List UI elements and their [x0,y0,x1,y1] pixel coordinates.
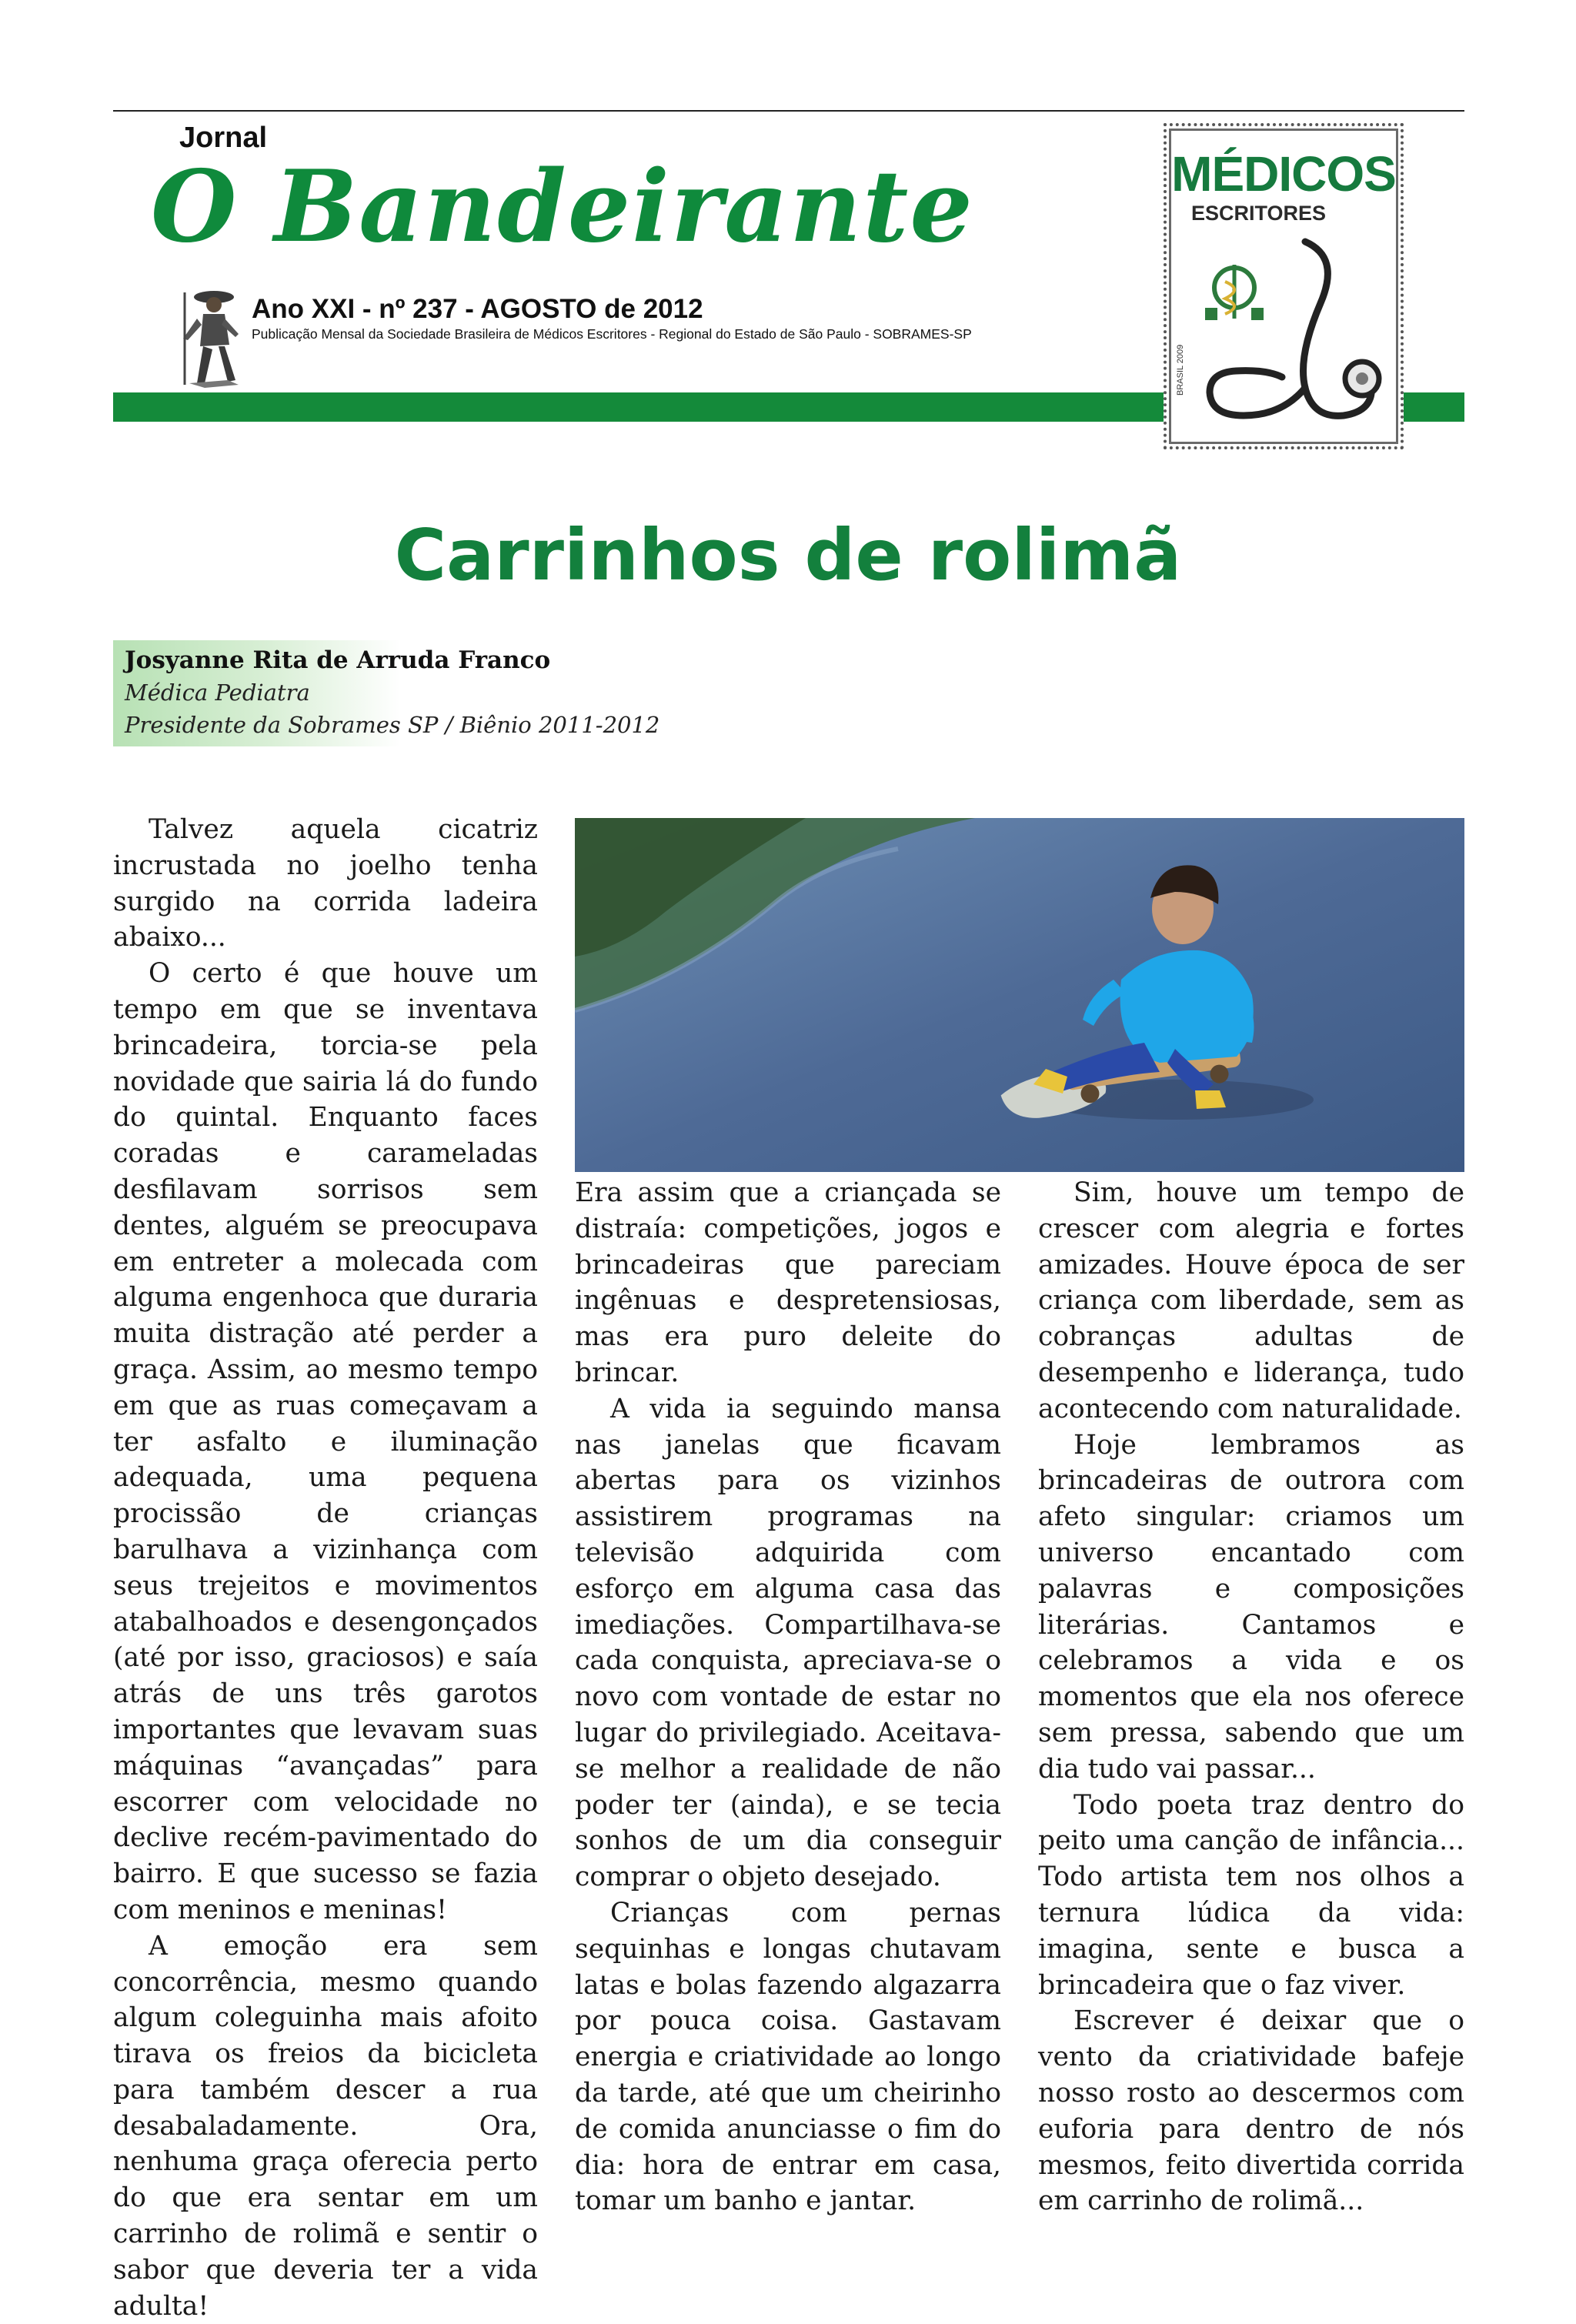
paragraph: Hoje lembramos as brincadeiras de outrora com afeto singular: criamos um universo encantado com palavras e composições literárias. Cantamos e celebramos a vida e os momentos que ela nos oferece sem pressa, sabendo que um dia tudo vai passar... [1038,1429,1464,1785]
masthead-title: O Bandeirante [151,149,974,265]
paragraph: Era assim que a criançada se distraía: competições, jogos e brincadeiras que pareciam ingênuas e despretensiosas, mas era puro deleite do brincar. [575,1177,1001,1388]
author-name: Josyanne Rita de Arruda Franco [125,646,551,674]
stamp-subtitle: ESCRITORES [1191,202,1327,225]
masthead-kicker: Jornal [179,122,268,154]
paragraph: A vida ia seguindo mansa nas janelas que ficavam abertas para os vizinhos assistirem programas na televisão adquirida com esforço em alguma casa das imediações. Compartilhava-se cada conquista, apreciava-se o novo com vontade de estar no lugar do privilegiado. Aceitava-se melhor a realidade de não poder ter (ainda), e se tecia sonhos de um dia conseguir comprar o objeto desejado. [575,1393,1001,1893]
bandeirante-figure-icon [174,285,245,391]
stamp-title: MÉDICOS [1171,146,1396,202]
paragraph: O certo é que houve um tempo em que se inventava brincadeira, torcia-se pela novidade que sairia lá do fundo do quintal. Enquanto faces coradas e carameladas desfilavam sorrisos sem dentes, alguém se preocupava em entreter a molecada com alguma engenhoca que duraria muita distração até perder a graça. Assim, ao mesmo tempo em que as ruas começavam a ter asfalto e iluminação adequada, uma pequena procissão de crianças barulhava a vizinhança com seus trejeitos e movimentos atabalhoados e desengonçados (até por isso, graciosos) e saía atrás de uns três garotos importantes que levavam suas máquinas “avançadas” para escorrer com velocidade no declive recém-pavimentado do bairro. E que sucesso se fazia com meninos e meninas! [113,958,538,1925]
byline-box [113,640,660,746]
stethoscope-icon [1190,234,1390,434]
stamp-country-year: BRASIL 2009 [1176,344,1185,396]
article-photo [575,818,1464,1172]
article-column-3 [1038,1175,1464,2219]
paragraph: Todo poeta traz dentro do peito uma canção de infância... Todo artista tem nos olhos a ternura lúdica da vida: imagina, sente e busca a brincadeira que o faz viver. [1038,1789,1464,2001]
article-column-2 [575,1175,1001,2219]
caduceus-emblem-icon [1205,265,1264,320]
article-column-1 [113,812,538,2324]
issue-line: Ano XXI - nº 237 - AGOSTO de 2012 [252,294,703,324]
top-rule [113,110,1464,112]
paragraph: Talvez aquela cicatriz incrustada no joelho tenha surgido na corrida ladeira abaixo... [113,814,538,953]
article-headline: Carrinhos de rolimã [394,514,1182,596]
medicos-escritores-stamp [1164,123,1404,449]
paragraph: Sim, houve um tempo de crescer com alegria e fortes amizades. Houve época de ser criança com liberdade, sem as cobranças adultas de desempenho e liderança, tudo acontecendo com naturalidade. [1038,1177,1464,1424]
author-position: Presidente da Sobrames SP / Biênio 2011-2012 [125,712,660,738]
author-role: Médica Pediatra [125,680,310,706]
paragraph: A emoção era sem concorrência, mesmo quando algum coleguinha mais afoito tirava os freios da bicicleta para também descer a rua desabaladamente. Ora, nenhuma graça oferecia perto do que era sentar em um carrinho de rolimã e sentir o sabor que deveria ter a vida adulta! [113,1930,538,2322]
publication-line: Publicação Mensal da Sociedade Brasileira de Médicos Escritores - Regional do Estado de São Paulo - SOBRAMES-SP [252,326,972,342]
paragraph: Crianças com pernas sequinhas e longas chutavam latas e bolas fazendo algazarra por pouca coisa. Gastavam energia e criatividade ao longo da tarde, até que um cheirinho de comida anunciasse o fim do dia: hora de entrar em casa, tomar um banho e jantar. [575,1897,1001,2217]
paragraph: Escrever é deixar que o vento da criatividade bafeje nosso rosto ao descermos com euforia para dentro de nós mesmos, feito divertida corrida em carrinho de rolimã... [1038,2005,1464,2217]
